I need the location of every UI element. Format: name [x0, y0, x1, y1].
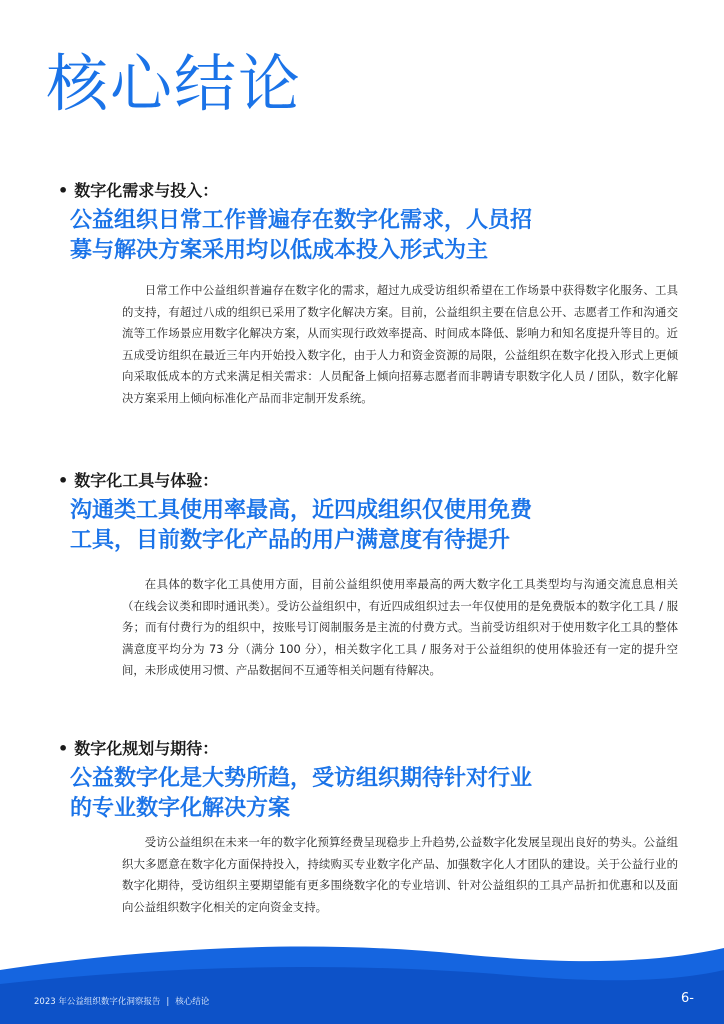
kicker-label: 数字化需求与投入： — [74, 181, 219, 200]
footer-caption — [34, 996, 209, 1008]
section-kicker — [58, 470, 218, 492]
section-headline: 公益组织日常工作普遍存在数字化需求，人员招募与解决方案采用均以低成本投入形式为主 — [70, 208, 533, 263]
section-kicker — [58, 738, 218, 760]
footer-chapter: 核心结论 — [175, 997, 210, 1007]
footer-separator: | — [166, 997, 170, 1007]
kicker-label: 数字化工具与体验： — [74, 471, 219, 490]
section-headline: 公益数字化是大势所趋，受访组织期待针对行业的专业数字化解决方案 — [70, 766, 533, 821]
page-title: 核心结论 — [46, 47, 303, 120]
section-headline: 沟通类工具使用率最高，近四成组织仅使用免费工具，目前数字化产品的用户满意度有待提升 — [70, 498, 533, 553]
page-number: 6- — [681, 991, 694, 1006]
bullet-icon: • — [58, 181, 69, 200]
bullet-icon: • — [58, 739, 69, 758]
section-kicker — [58, 180, 218, 202]
footer-wave-decoration — [0, 940, 724, 1024]
section-body: 受访公益组织在未来一年的数字化预算经费呈现稳步上升趋势,公益数字化发展呈现出良好的势头。公益组织大多愿意在数字化方面保持投入，持续购买专业数字化产品、加强数字化人才团队的建设。关于公益行业的数字化期待，受访组织主要期望能有更多围绕数字化的专业培训、针对公益组织的工具产品折扣优惠和以及面向公益组织数字化相关的定向资金支持。 — [122, 835, 678, 914]
bullet-icon: • — [58, 471, 69, 490]
section-body: 在具体的数字化工具使用方面，目前公益组织使用率最高的两大数字化工具类型均与沟通交流息息相关（在线会议类和即时通讯类）。受访公益组织中，有近四成组织过去一年仅使用的是免费版本的数字化工具 / 服务；而有付费行为的组织中，按账号订阅制服务是主流的付费方式。当前受访组织对于使用数字化工具的整体满意度平均分为 73 分（满分 100 分），相关数字化工具 / 服务对于公益组织的使用体验还有一定的提升空间，未形成使用习惯、产品数据间不互通等相关问题有待解决。 — [122, 577, 678, 677]
footer-report-title: 2023 年公益组织数字化洞察报告 — [34, 997, 161, 1007]
section-body: 日常工作中公益组织普遍存在数字化的需求，超过九成受访组织希望在工作场景中获得数字化服务、工具的支持，有超过八成的组织已采用了数字化解决方案。目前，公益组织主要在信息公开、志愿者工作和沟通交流等工作场景应用数字化解决方案，从而实现行政效率提高、时间成本降低、影响力和知名度提升等目的。近五成受访组织在最近三年内开始投入数字化，由于人力和资金资源的局限，公益组织在数字化投入形式上更倾向采取低成本的方式来满足相关需求：人员配备上倾向招募志愿者而非聘请专职数字化人员 / 团队，数字化解决方案采用上倾向标准化产品而非定制开发系统。 — [122, 283, 678, 405]
kicker-label: 数字化规划与期待： — [74, 739, 219, 758]
